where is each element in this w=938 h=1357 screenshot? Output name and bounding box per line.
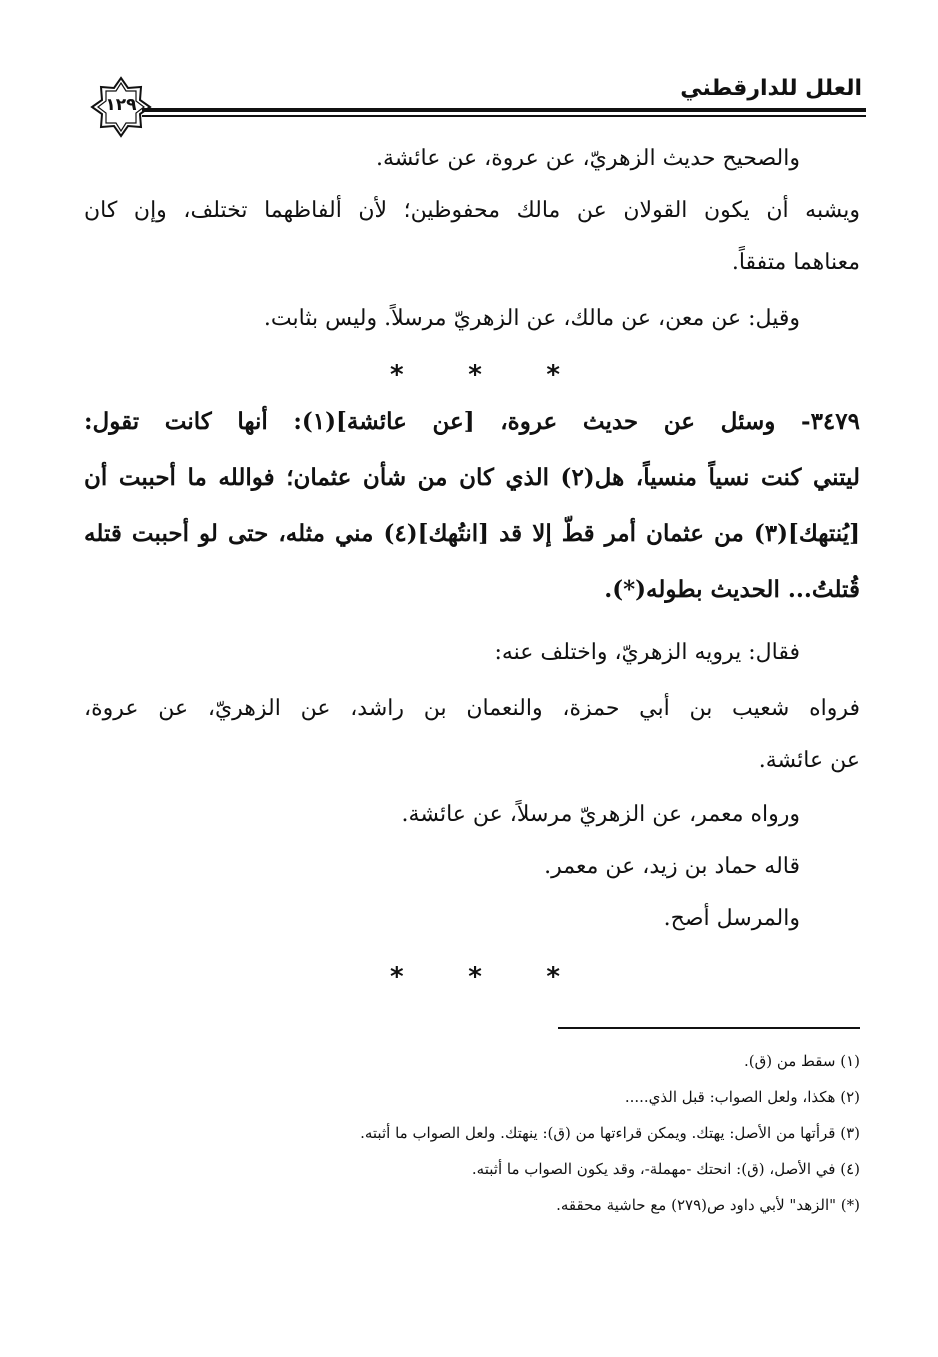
separator-star: * <box>546 962 560 992</box>
separator-star: * <box>390 962 404 992</box>
answer-line: والمرسل أصح. <box>663 906 800 931</box>
footnote-rule <box>558 1027 860 1029</box>
separator-star: * <box>468 962 482 992</box>
separator-star: * <box>390 360 404 390</box>
entry-line: قُتلتُ... الحديث بطوله(*). <box>604 576 860 603</box>
paragraph-line: ويشبه أن يكون القولان عن مالك محفوظين؛ لأن ألفاظهما تختلف، وإن كان <box>84 198 860 223</box>
book-title: العلل للدارقطني <box>680 76 862 101</box>
footnote: (٤) في الأصل، (ق): انحتك -مهملة-، وقد يكون الصواب ما أثبته. <box>471 1160 860 1178</box>
answer-line: فقال: يرويه الزهريّ، واختلف عنه: <box>494 640 800 665</box>
separator-star: * <box>546 360 560 390</box>
footnote: (٣) قرأتها من الأصل: يهتك. ويمكن قراءتها من (ق): ينهتك. ولعل الصواب ما أثبته. <box>360 1124 860 1142</box>
answer-line: قاله حماد بن زيد، عن معمر. <box>544 854 800 879</box>
section-separator <box>390 962 560 992</box>
answer-line: عن عائشة. <box>758 748 860 773</box>
paragraph-line: والصحيح حديث الزهريّ، عن عروة، عن عائشة. <box>375 146 800 171</box>
page-number: ١٢٩ <box>105 95 137 115</box>
paragraph-line: وقيل: عن معن، عن مالك، عن الزهريّ مرسلاً. وليس بثابت. <box>263 306 800 331</box>
entry-line: ليتني كنت نسياً منسياً، هل(٢) الذي كان من شأن عثمان؛ فوالله ما أحببت أن <box>84 464 861 491</box>
footnote: (١) سقط من (ق). <box>743 1052 860 1070</box>
entry-heading-line: ٣٤٧٩- وسئل عن حديث عروة، [عن عائشة](١): أنها كانت تقول: <box>84 408 860 435</box>
footnote: (٢) هكذا، ولعل الصواب: قبل الذي..... <box>624 1088 860 1106</box>
separator-star: * <box>468 360 482 390</box>
paragraph-line: معناهما متفقاً. <box>731 250 860 275</box>
footnote: (*) "الزهد" لأبي داود ص(٢٧٩) مع حاشية محققه. <box>556 1196 860 1214</box>
entry-line: [يُنتهك](٣) من عثمان أمر قطّ إلا قد [انتُهك](٤) مني مثله، حتى لو أحببت قتله <box>84 520 860 547</box>
section-separator <box>390 360 560 390</box>
answer-line: ورواه معمر، عن الزهريّ مرسلاً، عن عائشة. <box>401 802 800 827</box>
answer-line: فرواه شعيب بن أبي حمزة، والنعمان بن راشد، عن الزهريّ، عن عروة، <box>84 696 860 721</box>
main-text <box>84 0 860 1000</box>
